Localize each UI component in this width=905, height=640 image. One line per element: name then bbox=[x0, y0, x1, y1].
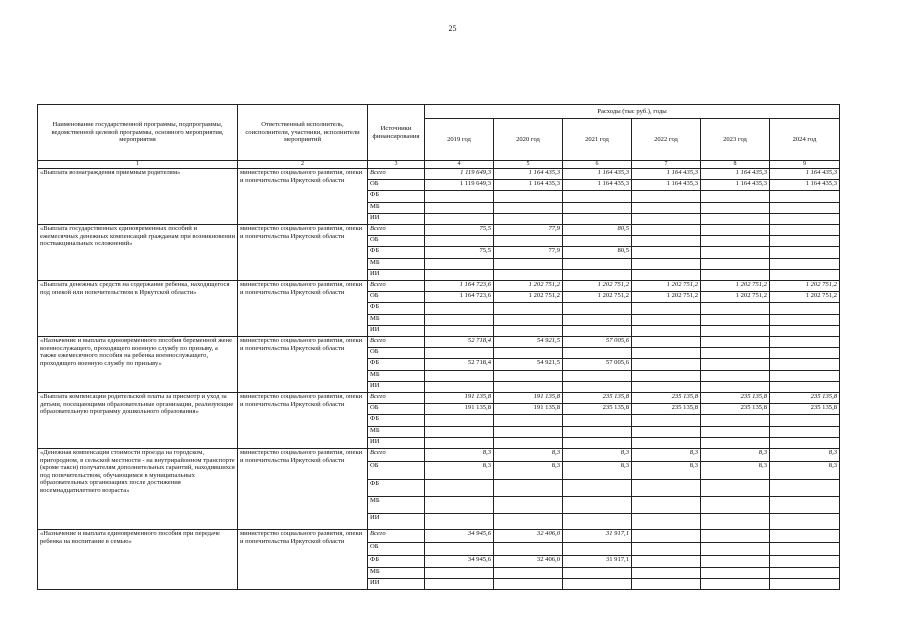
amount-cell bbox=[494, 438, 563, 449]
header-executor-col: Ответственный исполнитель, соисполнители, участники, исполнители мероприятий bbox=[238, 105, 368, 161]
amount-cell bbox=[494, 579, 563, 590]
amount-cell: 1 202 751,2 bbox=[770, 281, 840, 292]
amount-cell bbox=[770, 225, 840, 236]
amount-cell bbox=[701, 382, 770, 393]
funding-source: ОБ bbox=[368, 404, 425, 415]
amount-cell: 52 718,4 bbox=[425, 359, 494, 371]
amount-cell: 8,3 bbox=[425, 462, 494, 480]
amount-cell: 8,3 bbox=[632, 449, 701, 462]
amount-cell bbox=[494, 371, 563, 382]
amount-cell bbox=[770, 236, 840, 247]
amount-cell bbox=[425, 382, 494, 393]
amount-cell bbox=[563, 382, 632, 393]
amount-cell: 31 917,1 bbox=[563, 530, 632, 543]
amount-cell: 8,3 bbox=[563, 462, 632, 480]
amount-cell bbox=[632, 270, 701, 281]
amount-cell: 1 202 751,2 bbox=[563, 281, 632, 292]
column-number: 6 bbox=[563, 161, 632, 169]
amount-cell: 191 135,8 bbox=[494, 404, 563, 415]
amount-cell bbox=[563, 415, 632, 427]
funding-source: ФБ bbox=[368, 480, 425, 497]
amount-cell: 8,3 bbox=[494, 449, 563, 462]
executor: министерство социального развития, опеки и попечительства Иркутской области bbox=[238, 337, 368, 393]
amount-cell bbox=[563, 514, 632, 530]
executor: министерство социального развития, опеки и попечительства Иркутской области bbox=[238, 530, 368, 590]
amount-cell bbox=[494, 568, 563, 579]
amount-cell bbox=[701, 337, 770, 348]
funding-source: ИИ bbox=[368, 326, 425, 337]
amount-cell: 1 164 723,6 bbox=[425, 281, 494, 292]
amount-cell: 235 135,8 bbox=[632, 393, 701, 404]
amount-cell bbox=[770, 270, 840, 281]
header-year: 2022 год bbox=[632, 119, 701, 161]
amount-cell bbox=[425, 270, 494, 281]
amount-cell: 8,3 bbox=[563, 449, 632, 462]
amount-cell bbox=[701, 371, 770, 382]
amount-cell bbox=[701, 303, 770, 315]
header-year: 2020 год bbox=[494, 119, 563, 161]
amount-cell: 75,5 bbox=[425, 225, 494, 236]
amount-cell bbox=[701, 359, 770, 371]
amount-cell bbox=[632, 556, 701, 568]
amount-cell bbox=[494, 191, 563, 203]
funding-source: Всего bbox=[368, 393, 425, 404]
executor: министерство социального развития, опеки и попечительства Иркутской области bbox=[238, 449, 368, 530]
amount-cell bbox=[425, 543, 494, 556]
amount-cell bbox=[425, 303, 494, 315]
amount-cell bbox=[770, 568, 840, 579]
amount-cell bbox=[425, 191, 494, 203]
funding-source: ОБ bbox=[368, 462, 425, 480]
amount-cell: 1 202 751,2 bbox=[701, 281, 770, 292]
funding-source: ИИ bbox=[368, 514, 425, 530]
amount-cell bbox=[494, 270, 563, 281]
amount-cell: 31 917,1 bbox=[563, 556, 632, 568]
amount-cell bbox=[563, 270, 632, 281]
amount-cell bbox=[425, 259, 494, 270]
funding-source: МБ bbox=[368, 497, 425, 514]
amount-cell bbox=[632, 259, 701, 270]
amount-cell bbox=[425, 579, 494, 590]
amount-cell bbox=[563, 259, 632, 270]
executor: министерство социального развития, опеки и попечительства Иркутской области bbox=[238, 281, 368, 337]
amount-cell bbox=[701, 579, 770, 590]
executor: министерство социального развития, опеки и попечительства Иркутской области bbox=[238, 225, 368, 281]
amount-cell: 1 164 435,3 bbox=[563, 180, 632, 191]
amount-cell bbox=[494, 348, 563, 359]
amount-cell: 1 202 751,2 bbox=[632, 281, 701, 292]
amount-cell bbox=[632, 543, 701, 556]
funding-source: МБ bbox=[368, 427, 425, 438]
amount-cell: 8,3 bbox=[701, 449, 770, 462]
amount-cell: 1 164 435,3 bbox=[494, 169, 563, 180]
amount-cell: 191 135,8 bbox=[425, 393, 494, 404]
funding-source: ИИ bbox=[368, 214, 425, 225]
funding-source: ФБ bbox=[368, 303, 425, 315]
funding-source: Всего bbox=[368, 337, 425, 348]
funding-source: ОБ bbox=[368, 348, 425, 359]
amount-cell: 235 135,8 bbox=[770, 393, 840, 404]
funding-source: МБ bbox=[368, 568, 425, 579]
amount-cell bbox=[425, 348, 494, 359]
amount-cell bbox=[563, 480, 632, 497]
funding-source: Всего bbox=[368, 449, 425, 462]
table-row bbox=[38, 530, 840, 543]
amount-cell bbox=[701, 247, 770, 259]
header-year: 2023 год bbox=[701, 119, 770, 161]
amount-cell bbox=[632, 415, 701, 427]
amount-cell bbox=[770, 556, 840, 568]
amount-cell: 1 119 649,3 bbox=[425, 169, 494, 180]
amount-cell bbox=[494, 203, 563, 214]
amount-cell bbox=[494, 497, 563, 514]
amount-cell: 77,9 bbox=[494, 225, 563, 236]
funding-source: ФБ bbox=[368, 247, 425, 259]
amount-cell: 235 135,8 bbox=[770, 404, 840, 415]
activity-name: «Выплата государственных единовременных пособий и ежемесячных денежных компенсаций гражданам при возникновении поствакцинальных осложнений» bbox=[38, 225, 238, 281]
amount-cell: 1 164 435,3 bbox=[494, 180, 563, 191]
amount-cell bbox=[494, 326, 563, 337]
amount-cell bbox=[632, 514, 701, 530]
amount-cell bbox=[701, 236, 770, 247]
amount-cell bbox=[701, 191, 770, 203]
header-year: 2019 год bbox=[425, 119, 494, 161]
amount-cell: 1 164 435,3 bbox=[563, 169, 632, 180]
amount-cell: 235 135,8 bbox=[701, 404, 770, 415]
funding-source: ОБ bbox=[368, 180, 425, 191]
activity-name: «Назначение и выплата единовременного пособия при передаче ребенка на воспитание в семью» bbox=[38, 530, 238, 590]
amount-cell bbox=[701, 225, 770, 236]
amount-cell bbox=[632, 303, 701, 315]
amount-cell bbox=[701, 415, 770, 427]
amount-cell: 191 135,8 bbox=[494, 393, 563, 404]
amount-cell bbox=[563, 303, 632, 315]
funding-source: ОБ bbox=[368, 236, 425, 247]
amount-cell: 235 135,8 bbox=[563, 404, 632, 415]
column-number: 7 bbox=[632, 161, 701, 169]
amount-cell: 1 202 751,2 bbox=[632, 292, 701, 303]
amount-cell bbox=[770, 543, 840, 556]
amount-cell: 1 164 723,6 bbox=[425, 292, 494, 303]
table-row bbox=[38, 225, 840, 236]
header-year: 2021 год bbox=[563, 119, 632, 161]
amount-cell: 1 202 751,2 bbox=[494, 281, 563, 292]
amount-cell bbox=[701, 514, 770, 530]
amount-cell: 8,3 bbox=[632, 462, 701, 480]
amount-cell: 1 164 435,3 bbox=[701, 169, 770, 180]
amount-cell: 32 406,0 bbox=[494, 556, 563, 568]
amount-cell: 1 202 751,2 bbox=[701, 292, 770, 303]
amount-cell: 1 164 435,3 bbox=[701, 180, 770, 191]
amount-cell bbox=[632, 236, 701, 247]
amount-cell bbox=[770, 259, 840, 270]
amount-cell: 8,3 bbox=[701, 462, 770, 480]
amount-cell bbox=[425, 514, 494, 530]
amount-cell bbox=[563, 497, 632, 514]
amount-cell bbox=[494, 415, 563, 427]
amount-cell bbox=[770, 203, 840, 214]
amount-cell bbox=[701, 427, 770, 438]
amount-cell bbox=[770, 359, 840, 371]
column-number: 3 bbox=[368, 161, 425, 169]
amount-cell bbox=[770, 214, 840, 225]
amount-cell bbox=[770, 579, 840, 590]
funding-source: Всего bbox=[368, 281, 425, 292]
amount-cell bbox=[425, 203, 494, 214]
amount-cell: 34 945,6 bbox=[425, 530, 494, 543]
amount-cell: 1 164 435,3 bbox=[632, 180, 701, 191]
amount-cell bbox=[701, 556, 770, 568]
amount-cell bbox=[494, 543, 563, 556]
amount-cell bbox=[701, 438, 770, 449]
header-year: 2024 год bbox=[770, 119, 840, 161]
amount-cell bbox=[632, 191, 701, 203]
activity-name: «Выплата вознаграждения приемным родителям» bbox=[38, 169, 238, 225]
funding-source: ИИ bbox=[368, 270, 425, 281]
amount-cell bbox=[632, 225, 701, 236]
funding-source: ИИ bbox=[368, 382, 425, 393]
amount-cell bbox=[632, 427, 701, 438]
funding-source: МБ bbox=[368, 371, 425, 382]
amount-cell bbox=[701, 203, 770, 214]
amount-cell: 1 164 435,3 bbox=[770, 180, 840, 191]
amount-cell bbox=[701, 543, 770, 556]
amount-cell bbox=[770, 427, 840, 438]
header-name-col: Наименование государственной программы, подпрограммы, ведомственной целевой программы, основного мероприятия, мероприятия bbox=[38, 105, 238, 161]
amount-cell bbox=[632, 337, 701, 348]
amount-cell: 1 164 435,3 bbox=[770, 169, 840, 180]
amount-cell bbox=[701, 497, 770, 514]
amount-cell bbox=[701, 480, 770, 497]
amount-cell bbox=[563, 371, 632, 382]
amount-cell bbox=[770, 530, 840, 543]
amount-cell: 235 135,8 bbox=[632, 404, 701, 415]
funding-source: ФБ bbox=[368, 191, 425, 203]
amount-cell bbox=[494, 236, 563, 247]
activity-name: «Денежная компенсация стоимости проезда на городском, пригородном, в сельской местности - на внутрирайонном транспорте (кроме такси) получателям дополнительных гарантий, находившихся под попечительством, обучающимся в муниципальных образовательных организациях после достижения восемнадцатилетнего возраста» bbox=[38, 449, 238, 530]
amount-cell bbox=[770, 514, 840, 530]
amount-cell bbox=[632, 382, 701, 393]
amount-cell bbox=[701, 568, 770, 579]
amount-cell bbox=[632, 530, 701, 543]
table-row bbox=[38, 281, 840, 292]
amount-cell bbox=[770, 480, 840, 497]
amount-cell: 80,5 bbox=[563, 225, 632, 236]
table-row bbox=[38, 337, 840, 348]
amount-cell bbox=[770, 415, 840, 427]
column-number-row bbox=[38, 161, 840, 169]
funding-source: Всего bbox=[368, 530, 425, 543]
budget-table bbox=[37, 104, 840, 590]
amount-cell bbox=[425, 371, 494, 382]
amount-cell: 57 005,6 bbox=[563, 337, 632, 348]
amount-cell: 1 119 649,3 bbox=[425, 180, 494, 191]
amount-cell bbox=[494, 382, 563, 393]
amount-cell: 235 135,8 bbox=[701, 393, 770, 404]
amount-cell bbox=[425, 315, 494, 326]
amount-cell bbox=[425, 427, 494, 438]
funding-source: ФБ bbox=[368, 556, 425, 568]
amount-cell bbox=[770, 438, 840, 449]
funding-source: Всего bbox=[368, 169, 425, 180]
amount-cell: 80,5 bbox=[563, 247, 632, 259]
amount-cell bbox=[770, 326, 840, 337]
amount-cell bbox=[770, 247, 840, 259]
amount-cell bbox=[494, 514, 563, 530]
amount-cell bbox=[770, 337, 840, 348]
amount-cell bbox=[494, 214, 563, 225]
funding-source: ОБ bbox=[368, 543, 425, 556]
amount-cell bbox=[632, 214, 701, 225]
column-number: 5 bbox=[494, 161, 563, 169]
amount-cell bbox=[701, 348, 770, 359]
amount-cell: 52 718,4 bbox=[425, 337, 494, 348]
funding-source: ИИ bbox=[368, 579, 425, 590]
activity-name: «Выплата денежных средств на содержание ребенка, находящегося под опекой или попечительством в Иркутской области» bbox=[38, 281, 238, 337]
amount-cell bbox=[563, 203, 632, 214]
executor: министерство социального развития, опеки и попечительства Иркутской области bbox=[238, 393, 368, 449]
amount-cell bbox=[563, 579, 632, 590]
amount-cell bbox=[770, 348, 840, 359]
amount-cell bbox=[494, 480, 563, 497]
amount-cell bbox=[563, 427, 632, 438]
page-number: 25 bbox=[448, 24, 457, 33]
funding-source: ФБ bbox=[368, 359, 425, 371]
amount-cell: 1 202 751,2 bbox=[770, 292, 840, 303]
amount-cell bbox=[632, 247, 701, 259]
amount-cell bbox=[425, 480, 494, 497]
funding-source: ИИ bbox=[368, 438, 425, 449]
amount-cell bbox=[770, 303, 840, 315]
amount-cell: 32 406,0 bbox=[494, 530, 563, 543]
amount-cell bbox=[770, 497, 840, 514]
amount-cell bbox=[563, 214, 632, 225]
amount-cell bbox=[632, 480, 701, 497]
activity-name: «Выплата компенсации родительской платы за присмотр и уход за детьми, посещающими образовательные организации, реализующие образовательную программу дошкольного образования» bbox=[38, 393, 238, 449]
amount-cell bbox=[425, 568, 494, 579]
amount-cell bbox=[770, 371, 840, 382]
header-source-col: Источники финансирования bbox=[368, 105, 425, 161]
amount-cell: 191 135,8 bbox=[425, 404, 494, 415]
amount-cell bbox=[701, 259, 770, 270]
amount-cell: 8,3 bbox=[770, 462, 840, 480]
executor: министерство социального развития, опеки и попечительства Иркутской области bbox=[238, 169, 368, 225]
amount-cell bbox=[425, 326, 494, 337]
amount-cell: 77,9 bbox=[494, 247, 563, 259]
amount-cell: 1 202 751,2 bbox=[494, 292, 563, 303]
amount-cell bbox=[632, 497, 701, 514]
amount-cell bbox=[701, 326, 770, 337]
amount-cell: 8,3 bbox=[770, 449, 840, 462]
amount-cell bbox=[770, 191, 840, 203]
amount-cell bbox=[563, 348, 632, 359]
amount-cell bbox=[632, 326, 701, 337]
column-number: 1 bbox=[38, 161, 238, 169]
amount-cell bbox=[632, 359, 701, 371]
amount-cell bbox=[632, 371, 701, 382]
amount-cell bbox=[632, 203, 701, 214]
amount-cell bbox=[632, 348, 701, 359]
column-number: 9 bbox=[770, 161, 840, 169]
amount-cell bbox=[632, 315, 701, 326]
amount-cell: 75,5 bbox=[425, 247, 494, 259]
amount-cell bbox=[425, 214, 494, 225]
amount-cell bbox=[632, 568, 701, 579]
table-row bbox=[38, 449, 840, 462]
amount-cell bbox=[701, 530, 770, 543]
funding-source: Всего bbox=[368, 225, 425, 236]
table-row bbox=[38, 393, 840, 404]
amount-cell bbox=[563, 568, 632, 579]
amount-cell bbox=[425, 415, 494, 427]
amount-cell bbox=[425, 236, 494, 247]
amount-cell: 57 005,6 bbox=[563, 359, 632, 371]
table-row bbox=[38, 169, 840, 180]
column-number: 4 bbox=[425, 161, 494, 169]
amount-cell: 8,3 bbox=[494, 462, 563, 480]
funding-source: МБ bbox=[368, 203, 425, 214]
amount-cell bbox=[494, 259, 563, 270]
amount-cell: 54 921,5 bbox=[494, 337, 563, 348]
funding-source: ФБ bbox=[368, 415, 425, 427]
amount-cell bbox=[563, 438, 632, 449]
column-number: 2 bbox=[238, 161, 368, 169]
amount-cell bbox=[563, 191, 632, 203]
amount-cell bbox=[632, 438, 701, 449]
amount-cell: 54 921,5 bbox=[494, 359, 563, 371]
amount-cell bbox=[494, 427, 563, 438]
header-expenses-col: Расходы (тыс руб.), годы bbox=[425, 105, 840, 119]
amount-cell bbox=[563, 326, 632, 337]
amount-cell bbox=[425, 497, 494, 514]
amount-cell: 1 202 751,2 bbox=[563, 292, 632, 303]
amount-cell bbox=[494, 315, 563, 326]
amount-cell: 8,3 bbox=[425, 449, 494, 462]
amount-cell bbox=[770, 315, 840, 326]
amount-cell bbox=[701, 270, 770, 281]
amount-cell bbox=[632, 579, 701, 590]
amount-cell bbox=[770, 382, 840, 393]
amount-cell bbox=[563, 236, 632, 247]
amount-cell: 1 164 435,3 bbox=[632, 169, 701, 180]
amount-cell: 34 945,6 bbox=[425, 556, 494, 568]
amount-cell bbox=[701, 214, 770, 225]
amount-cell: 235 135,8 bbox=[563, 393, 632, 404]
amount-cell bbox=[563, 543, 632, 556]
amount-cell bbox=[425, 438, 494, 449]
amount-cell bbox=[701, 315, 770, 326]
funding-source: ОБ bbox=[368, 292, 425, 303]
amount-cell bbox=[494, 303, 563, 315]
activity-name: «Назначение и выплата единовременного пособия беременной жене военнослужащего, проходящего военную службу по призыву, а также ежемесячного пособия на ребенка военнослужащего, проходящего военную службу по призыву» bbox=[38, 337, 238, 393]
amount-cell bbox=[563, 315, 632, 326]
column-number: 8 bbox=[701, 161, 770, 169]
funding-source: МБ bbox=[368, 315, 425, 326]
funding-source: МБ bbox=[368, 259, 425, 270]
